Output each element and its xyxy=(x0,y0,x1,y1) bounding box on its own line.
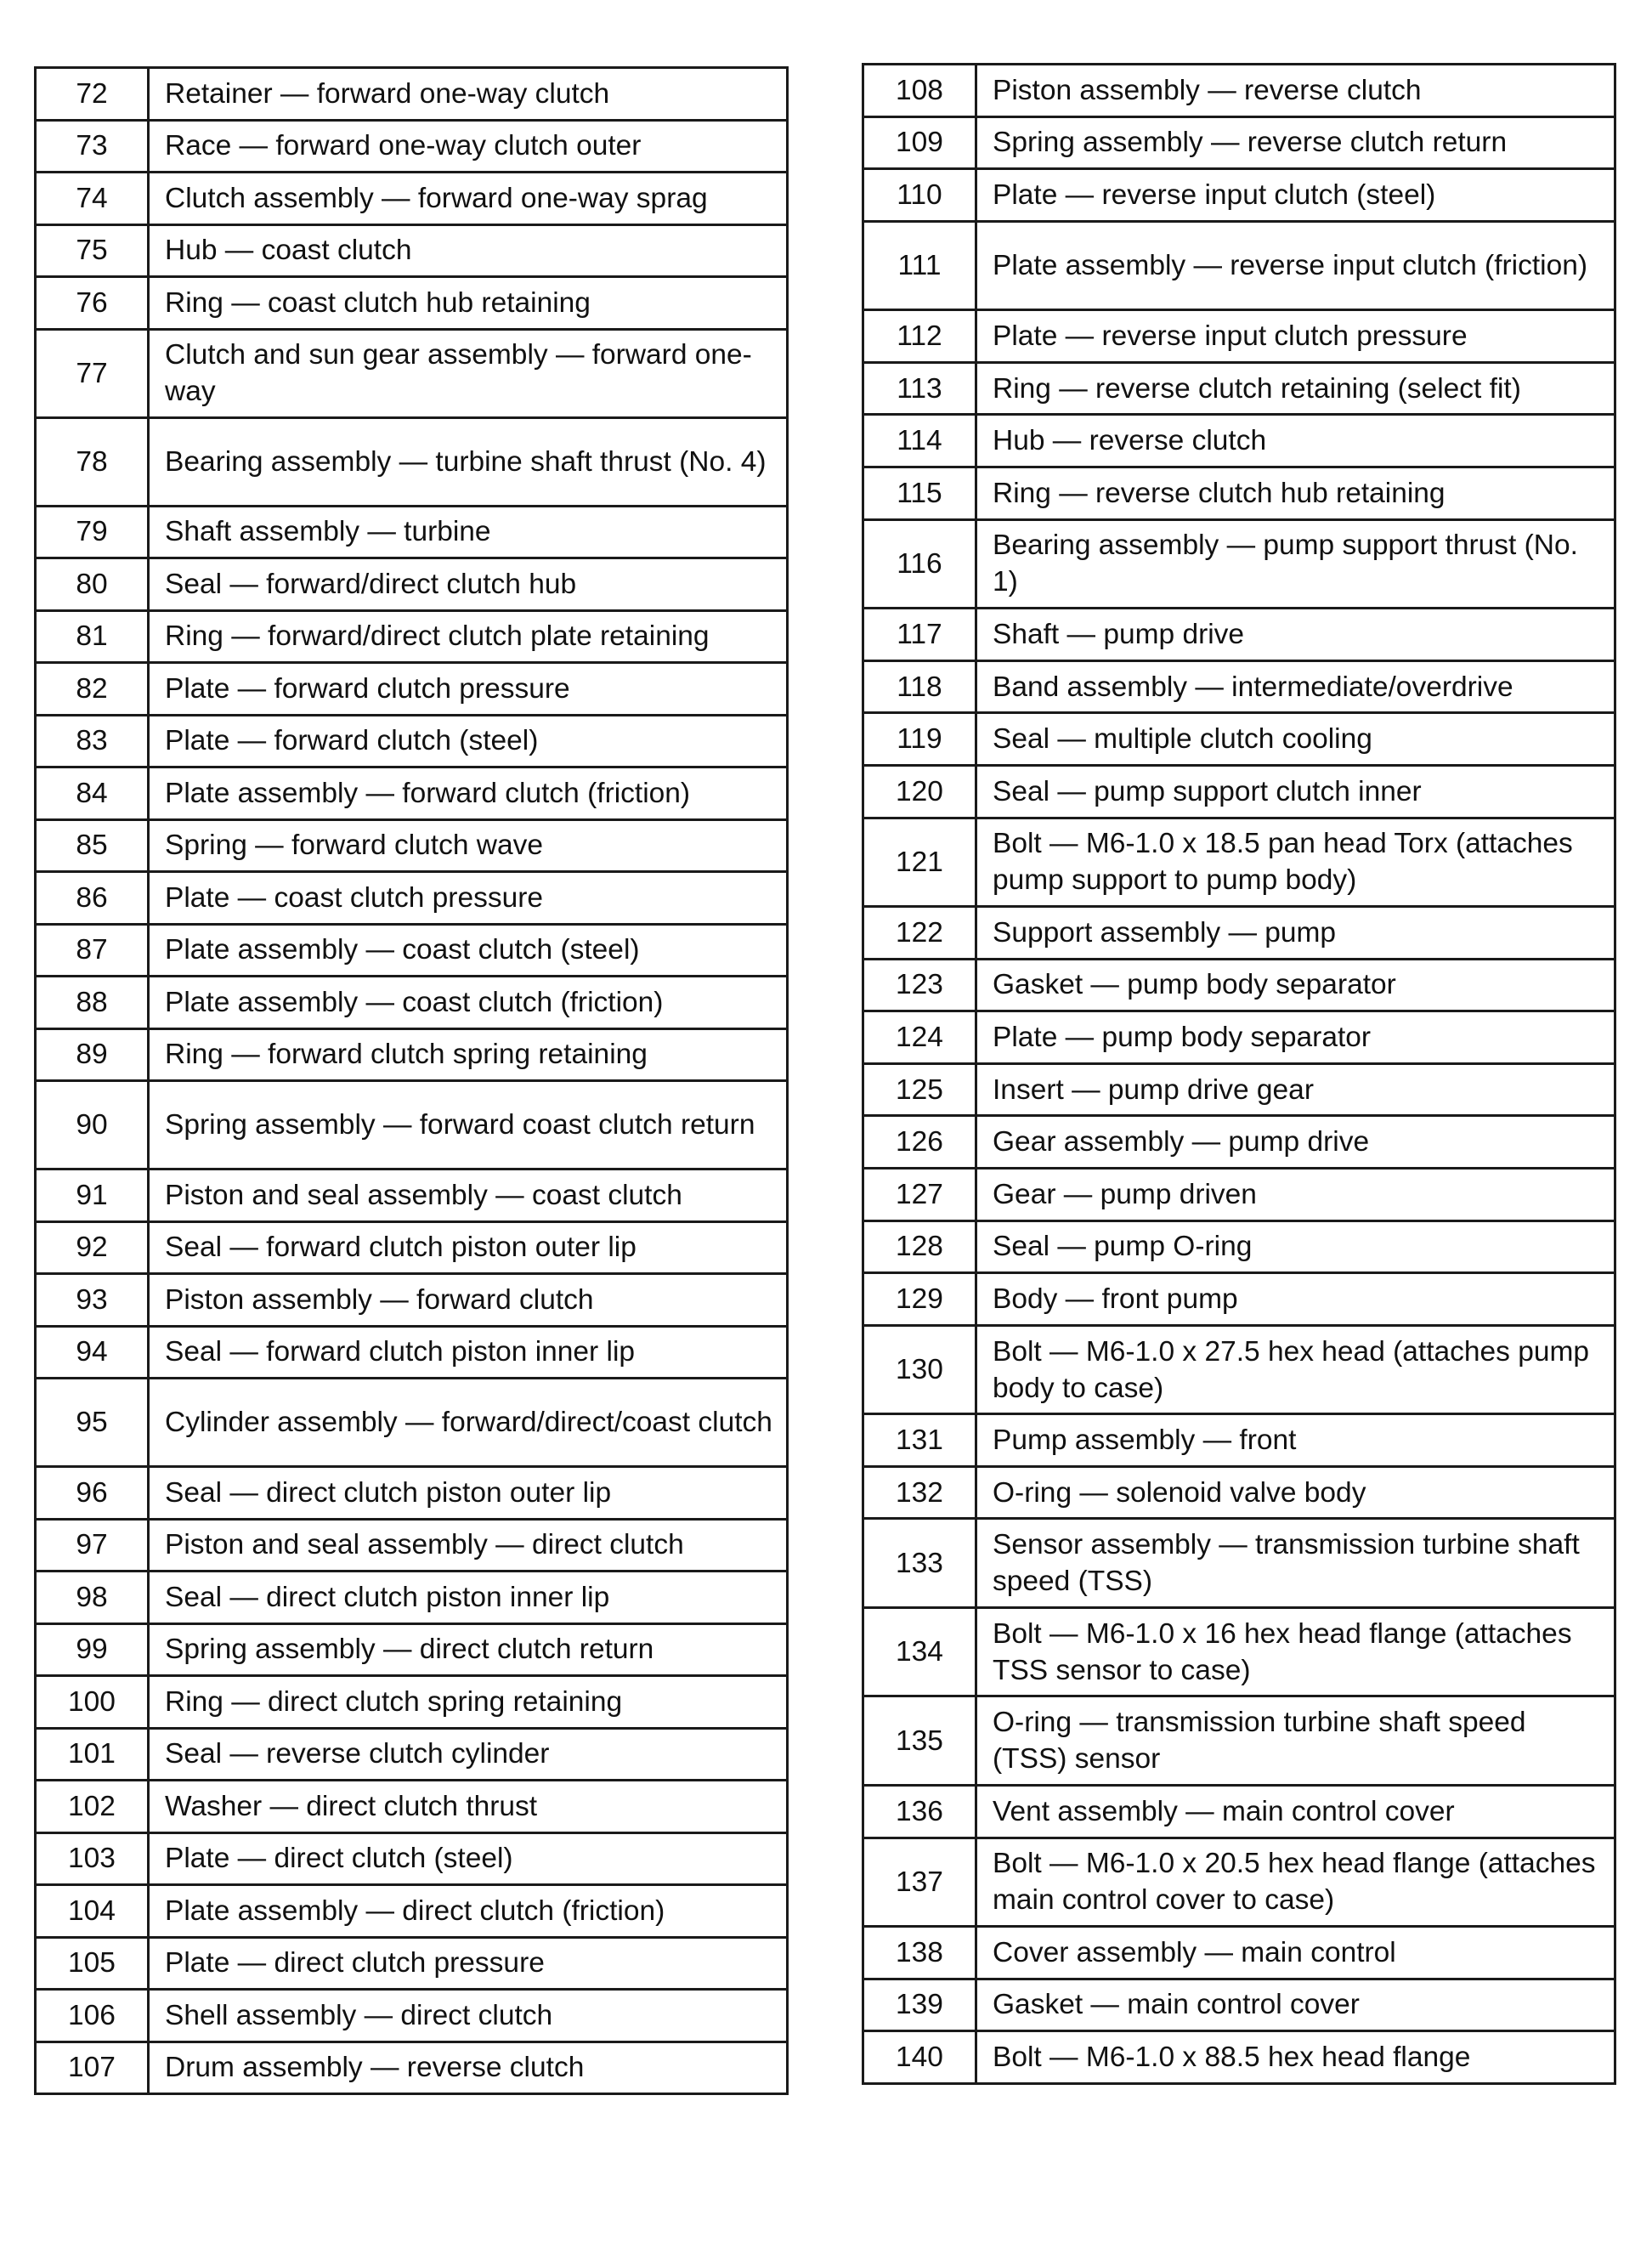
item-description: Bolt — M6-1.0 x 20.5 hex head flange (attaches main control cover to case) xyxy=(976,1838,1615,1927)
item-number: 84 xyxy=(36,767,149,820)
item-description: Seal — reverse clutch cylinder xyxy=(149,1728,788,1781)
item-description: O-ring — transmission turbine shaft speed (TSS) sensor xyxy=(976,1696,1615,1786)
item-description: Bolt — M6-1.0 x 16 hex head flange (attaches TSS sensor to case) xyxy=(976,1607,1615,1696)
item-number: 140 xyxy=(863,2031,976,2084)
item-number: 93 xyxy=(36,1274,149,1327)
item-number: 113 xyxy=(863,362,976,415)
item-number: 136 xyxy=(863,1785,976,1838)
table-row xyxy=(36,1676,788,1729)
item-number: 106 xyxy=(36,1990,149,2042)
item-description: Plate — reverse input clutch pressure xyxy=(976,310,1615,363)
item-number: 86 xyxy=(36,872,149,925)
item-number: 85 xyxy=(36,819,149,872)
table-row xyxy=(36,872,788,925)
item-description: Seal — pump O-ring xyxy=(976,1220,1615,1273)
table-row xyxy=(863,1116,1615,1169)
table-row xyxy=(863,362,1615,415)
table-row xyxy=(36,1728,788,1781)
item-description: Sensor assembly — transmission turbine shaft speed (TSS) xyxy=(976,1519,1615,1608)
item-number: 82 xyxy=(36,663,149,716)
table-row xyxy=(36,1081,788,1169)
item-description: Retainer — forward one-way clutch xyxy=(149,68,788,121)
table-row xyxy=(863,1927,1615,1979)
item-number: 126 xyxy=(863,1116,976,1169)
item-description: Bolt — M6-1.0 x 27.5 hex head (attaches pump body to case) xyxy=(976,1325,1615,1414)
table-row xyxy=(36,1221,788,1274)
item-number: 120 xyxy=(863,765,976,818)
item-number: 104 xyxy=(36,1885,149,1938)
table-row xyxy=(36,1519,788,1572)
table-row xyxy=(863,1414,1615,1467)
item-description: Seal — multiple clutch cooling xyxy=(976,713,1615,766)
item-number: 74 xyxy=(36,173,149,225)
item-description: Seal — forward clutch piston inner lip xyxy=(149,1326,788,1379)
item-number: 108 xyxy=(863,65,976,117)
item-number: 87 xyxy=(36,924,149,977)
table-row xyxy=(863,907,1615,960)
item-number: 98 xyxy=(36,1572,149,1624)
item-number: 92 xyxy=(36,1221,149,1274)
item-number: 137 xyxy=(863,1838,976,1927)
table-row xyxy=(36,1990,788,2042)
item-number: 138 xyxy=(863,1927,976,1979)
table-row xyxy=(36,173,788,225)
table-row xyxy=(36,1467,788,1520)
item-number: 112 xyxy=(863,310,976,363)
item-description: Drum assembly — reverse clutch xyxy=(149,2042,788,2094)
item-number: 130 xyxy=(863,1325,976,1414)
item-description: Plate — forward clutch (steel) xyxy=(149,715,788,767)
table-row xyxy=(36,120,788,173)
item-description: Bolt — M6-1.0 x 18.5 pan head Torx (attaches pump support to pump body) xyxy=(976,818,1615,907)
table-row xyxy=(36,715,788,767)
table-row xyxy=(36,329,788,417)
table-row xyxy=(863,609,1615,661)
item-number: 81 xyxy=(36,610,149,663)
item-description: Insert — pump drive gear xyxy=(976,1063,1615,1116)
item-description: Seal — forward clutch piston outer lip xyxy=(149,1221,788,1274)
table-row xyxy=(36,224,788,277)
item-number: 107 xyxy=(36,2042,149,2094)
table-row xyxy=(863,415,1615,467)
item-number: 135 xyxy=(863,1696,976,1786)
table-row xyxy=(863,818,1615,907)
item-description: Plate — direct clutch pressure xyxy=(149,1937,788,1990)
parts-table-left xyxy=(34,66,789,2095)
item-description: Plate assembly — coast clutch (steel) xyxy=(149,924,788,977)
item-number: 101 xyxy=(36,1728,149,1781)
item-description: Plate assembly — forward clutch (friction) xyxy=(149,767,788,820)
item-number: 132 xyxy=(863,1466,976,1519)
item-description: Piston assembly — reverse clutch xyxy=(976,65,1615,117)
item-description: Spring assembly — reverse clutch return xyxy=(976,116,1615,169)
item-number: 122 xyxy=(863,907,976,960)
item-number: 72 xyxy=(36,68,149,121)
item-description: O-ring — solenoid valve body xyxy=(976,1466,1615,1519)
table-row xyxy=(36,1623,788,1676)
table-row xyxy=(36,277,788,330)
item-description: Plate assembly — direct clutch (friction) xyxy=(149,1885,788,1938)
table-row xyxy=(863,1785,1615,1838)
item-number: 127 xyxy=(863,1169,976,1221)
item-description: Gear — pump driven xyxy=(976,1169,1615,1221)
table-row xyxy=(863,713,1615,766)
table-row xyxy=(863,1519,1615,1608)
item-description: Washer — direct clutch thrust xyxy=(149,1781,788,1833)
table-row xyxy=(863,1325,1615,1414)
table-row xyxy=(36,1028,788,1081)
item-number: 76 xyxy=(36,277,149,330)
item-number: 139 xyxy=(863,1979,976,2031)
item-number: 99 xyxy=(36,1623,149,1676)
item-description: Clutch and sun gear assembly — forward one-way xyxy=(149,329,788,417)
item-description: Body — front pump xyxy=(976,1273,1615,1326)
item-number: 83 xyxy=(36,715,149,767)
parts-table-right-body xyxy=(863,65,1615,2084)
table-row xyxy=(36,1169,788,1222)
item-number: 118 xyxy=(863,660,976,713)
table-row xyxy=(863,519,1615,609)
item-description: Band assembly — intermediate/overdrive xyxy=(976,660,1615,713)
table-row xyxy=(863,221,1615,310)
item-description: Race — forward one-way clutch outer xyxy=(149,120,788,173)
table-row xyxy=(36,1937,788,1990)
table-row xyxy=(863,116,1615,169)
item-description: Ring — direct clutch spring retaining xyxy=(149,1676,788,1729)
table-row xyxy=(36,417,788,506)
item-number: 102 xyxy=(36,1781,149,1833)
item-description: Gasket — pump body separator xyxy=(976,959,1615,1011)
item-description: Shaft assembly — turbine xyxy=(149,506,788,558)
item-description: Shaft — pump drive xyxy=(976,609,1615,661)
item-number: 90 xyxy=(36,1081,149,1169)
item-description: Bearing assembly — pump support thrust (No. 1) xyxy=(976,519,1615,609)
table-row xyxy=(863,2031,1615,2084)
item-description: Spring assembly — direct clutch return xyxy=(149,1623,788,1676)
table-row xyxy=(863,310,1615,363)
item-number: 78 xyxy=(36,417,149,506)
item-description: Piston and seal assembly — direct clutch xyxy=(149,1519,788,1572)
table-row xyxy=(863,1607,1615,1696)
item-number: 94 xyxy=(36,1326,149,1379)
item-number: 96 xyxy=(36,1467,149,1520)
table-row xyxy=(36,977,788,1029)
item-number: 116 xyxy=(863,519,976,609)
item-number: 117 xyxy=(863,609,976,661)
item-number: 133 xyxy=(863,1519,976,1608)
item-number: 125 xyxy=(863,1063,976,1116)
item-number: 114 xyxy=(863,415,976,467)
table-row xyxy=(863,660,1615,713)
table-row xyxy=(36,1379,788,1467)
table-row xyxy=(863,1063,1615,1116)
table-row xyxy=(36,1274,788,1327)
item-number: 75 xyxy=(36,224,149,277)
item-description: Ring — reverse clutch retaining (select fit) xyxy=(976,362,1615,415)
parts-table-left-body xyxy=(36,68,788,2094)
item-number: 80 xyxy=(36,558,149,611)
item-number: 119 xyxy=(863,713,976,766)
item-description: Plate — pump body separator xyxy=(976,1011,1615,1064)
table-row xyxy=(863,1273,1615,1326)
table-row xyxy=(36,68,788,121)
item-description: Plate — reverse input clutch (steel) xyxy=(976,169,1615,222)
table-row xyxy=(863,467,1615,520)
table-row xyxy=(36,1572,788,1624)
item-number: 105 xyxy=(36,1937,149,1990)
item-number: 100 xyxy=(36,1676,149,1729)
item-number: 123 xyxy=(863,959,976,1011)
item-number: 109 xyxy=(863,116,976,169)
item-number: 131 xyxy=(863,1414,976,1467)
item-number: 111 xyxy=(863,221,976,310)
table-row xyxy=(863,765,1615,818)
item-description: Piston and seal assembly — coast clutch xyxy=(149,1169,788,1222)
table-row xyxy=(863,959,1615,1011)
item-description: Vent assembly — main control cover xyxy=(976,1785,1615,1838)
item-number: 129 xyxy=(863,1273,976,1326)
item-description: Gasket — main control cover xyxy=(976,1979,1615,2031)
item-number: 124 xyxy=(863,1011,976,1064)
table-row xyxy=(36,1832,788,1885)
item-number: 134 xyxy=(863,1607,976,1696)
item-description: Hub — coast clutch xyxy=(149,224,788,277)
item-description: Gear assembly — pump drive xyxy=(976,1116,1615,1169)
item-description: Spring — forward clutch wave xyxy=(149,819,788,872)
item-number: 128 xyxy=(863,1220,976,1273)
item-description: Plate assembly — reverse input clutch (friction) xyxy=(976,221,1615,310)
table-row xyxy=(863,1220,1615,1273)
table-row xyxy=(36,2042,788,2094)
item-description: Ring — coast clutch hub retaining xyxy=(149,277,788,330)
table-row xyxy=(863,169,1615,222)
item-description: Shell assembly — direct clutch xyxy=(149,1990,788,2042)
item-description: Ring — forward clutch spring retaining xyxy=(149,1028,788,1081)
item-description: Ring — reverse clutch hub retaining xyxy=(976,467,1615,520)
parts-table-right xyxy=(862,63,1616,2085)
table-row xyxy=(36,924,788,977)
table-row xyxy=(36,1326,788,1379)
item-description: Clutch assembly — forward one-way sprag xyxy=(149,173,788,225)
item-number: 77 xyxy=(36,329,149,417)
item-number: 73 xyxy=(36,120,149,173)
item-description: Support assembly — pump xyxy=(976,907,1615,960)
item-number: 88 xyxy=(36,977,149,1029)
table-row xyxy=(36,610,788,663)
item-description: Bolt — M6-1.0 x 88.5 hex head flange xyxy=(976,2031,1615,2084)
table-row xyxy=(36,1885,788,1938)
item-description: Plate — forward clutch pressure xyxy=(149,663,788,716)
item-description: Hub — reverse clutch xyxy=(976,415,1615,467)
item-description: Plate — direct clutch (steel) xyxy=(149,1832,788,1885)
table-row xyxy=(36,1781,788,1833)
table-row xyxy=(863,1169,1615,1221)
item-number: 121 xyxy=(863,818,976,907)
item-number: 91 xyxy=(36,1169,149,1222)
item-description: Plate assembly — coast clutch (friction) xyxy=(149,977,788,1029)
table-row xyxy=(863,1838,1615,1927)
item-description: Cylinder assembly — forward/direct/coast clutch xyxy=(149,1379,788,1467)
item-description: Plate — coast clutch pressure xyxy=(149,872,788,925)
item-description: Seal — direct clutch piston outer lip xyxy=(149,1467,788,1520)
table-row xyxy=(36,558,788,611)
table-row xyxy=(36,506,788,558)
table-row xyxy=(863,1696,1615,1786)
item-description: Cover assembly — main control xyxy=(976,1927,1615,1979)
item-description: Spring assembly — forward coast clutch return xyxy=(149,1081,788,1169)
item-description: Seal — direct clutch piston inner lip xyxy=(149,1572,788,1624)
table-row xyxy=(863,1466,1615,1519)
table-row xyxy=(863,1979,1615,2031)
item-description: Ring — forward/direct clutch plate retaining xyxy=(149,610,788,663)
item-description: Bearing assembly — turbine shaft thrust (No. 4) xyxy=(149,417,788,506)
item-description: Seal — pump support clutch inner xyxy=(976,765,1615,818)
item-number: 103 xyxy=(36,1832,149,1885)
item-number: 89 xyxy=(36,1028,149,1081)
item-description: Seal — forward/direct clutch hub xyxy=(149,558,788,611)
table-row xyxy=(36,819,788,872)
table-row xyxy=(863,1011,1615,1064)
table-row xyxy=(863,65,1615,117)
item-number: 79 xyxy=(36,506,149,558)
item-number: 95 xyxy=(36,1379,149,1467)
item-number: 97 xyxy=(36,1519,149,1572)
item-description: Pump assembly — front xyxy=(976,1414,1615,1467)
item-number: 110 xyxy=(863,169,976,222)
item-description: Piston assembly — forward clutch xyxy=(149,1274,788,1327)
item-number: 115 xyxy=(863,467,976,520)
table-row xyxy=(36,663,788,716)
table-row xyxy=(36,767,788,820)
